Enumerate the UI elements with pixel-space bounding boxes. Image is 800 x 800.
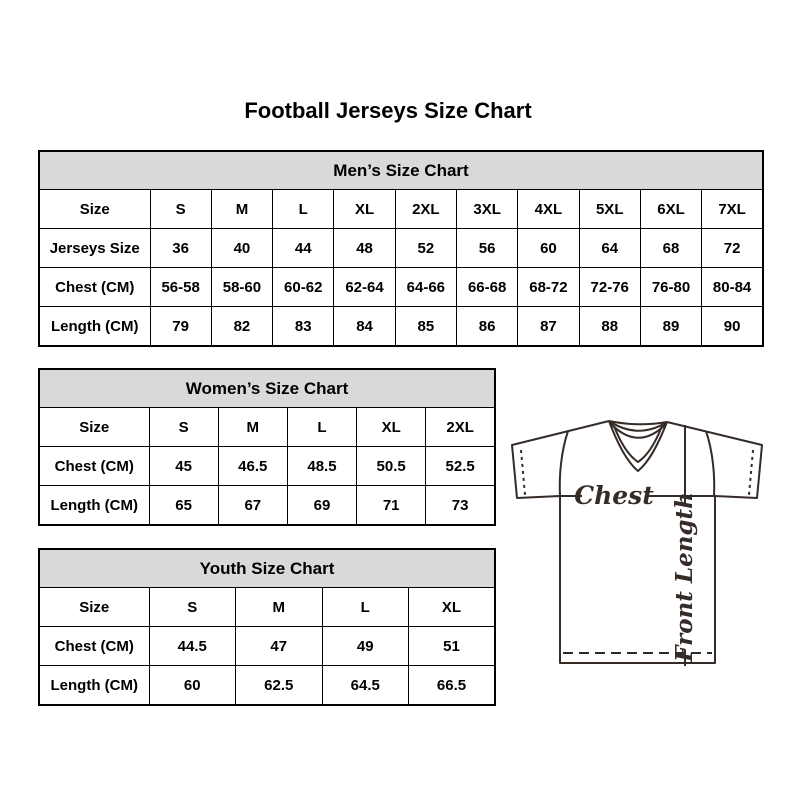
table-row	[39, 408, 495, 447]
table-row	[39, 268, 763, 307]
table-header-row	[39, 369, 495, 408]
value-cell: 84	[334, 307, 395, 347]
page-title: Football Jerseys Size Chart	[244, 98, 532, 123]
left-cuff-dashed-line	[521, 450, 525, 495]
value-cell: 48.5	[287, 447, 356, 486]
table-row	[39, 666, 495, 706]
value-cell: M	[218, 408, 287, 447]
value-cell: 85	[395, 307, 456, 347]
row-label-cell: Length (CM)	[39, 486, 149, 526]
row-label-cell: Size	[39, 588, 149, 627]
value-cell: 64	[579, 229, 640, 268]
value-cell: 71	[357, 486, 426, 526]
table-title: Men’s Size Chart	[39, 151, 763, 190]
value-cell: 73	[426, 486, 495, 526]
value-cell: 72	[702, 229, 763, 268]
table-title: Women’s Size Chart	[39, 369, 495, 408]
table-row	[39, 229, 763, 268]
value-cell: 52.5	[426, 447, 495, 486]
row-label-cell: Chest (CM)	[39, 447, 149, 486]
value-cell: 56-58	[150, 268, 211, 307]
table-row	[39, 190, 763, 229]
value-cell: 56	[456, 229, 517, 268]
value-cell: 44.5	[149, 627, 236, 666]
value-cell: S	[149, 588, 236, 627]
value-cell: 67	[218, 486, 287, 526]
value-cell: 51	[409, 627, 496, 666]
value-cell: 68-72	[518, 268, 579, 307]
row-label-cell: Length (CM)	[39, 307, 150, 347]
table-row	[39, 588, 495, 627]
right-cuff-dashed-line	[749, 450, 753, 495]
value-cell: L	[273, 190, 334, 229]
value-cell: 50.5	[357, 447, 426, 486]
value-cell: S	[150, 190, 211, 229]
value-cell: XL	[334, 190, 395, 229]
chest-label: Chest	[574, 481, 654, 510]
value-cell: 86	[456, 307, 517, 347]
jersey-outline	[512, 421, 762, 663]
value-cell: 80-84	[702, 268, 763, 307]
row-label-cell: Jerseys Size	[39, 229, 150, 268]
womens-size-chart-table	[38, 368, 496, 526]
value-cell: L	[287, 408, 356, 447]
row-label-cell: Size	[39, 408, 149, 447]
value-cell: 82	[211, 307, 272, 347]
table-header-row	[39, 151, 763, 190]
value-cell: 87	[518, 307, 579, 347]
value-cell: 2XL	[395, 190, 456, 229]
front-length-label: Front Length	[671, 492, 698, 662]
value-cell: M	[236, 588, 323, 627]
value-cell: 60-62	[273, 268, 334, 307]
value-cell: M	[211, 190, 272, 229]
table-row	[39, 486, 495, 526]
row-label-cell: Chest (CM)	[39, 627, 149, 666]
value-cell: 64.5	[322, 666, 409, 706]
value-cell: 45	[149, 447, 218, 486]
value-cell: 3XL	[456, 190, 517, 229]
row-label-cell: Chest (CM)	[39, 268, 150, 307]
collar-outer-v	[609, 421, 667, 471]
value-cell: 62.5	[236, 666, 323, 706]
collar-top-edge	[609, 421, 667, 424]
right-sleeve-seam	[706, 431, 714, 496]
value-cell: 46.5	[218, 447, 287, 486]
value-cell: 79	[150, 307, 211, 347]
value-cell: 65	[149, 486, 218, 526]
value-cell: 7XL	[702, 190, 763, 229]
value-cell: 68	[640, 229, 701, 268]
table-header-row	[39, 549, 495, 588]
table-row	[39, 447, 495, 486]
value-cell: 49	[322, 627, 409, 666]
value-cell: 66-68	[456, 268, 517, 307]
value-cell: 66.5	[409, 666, 496, 706]
jersey-measurement-diagram	[500, 400, 790, 680]
value-cell: 6XL	[640, 190, 701, 229]
value-cell: 60	[518, 229, 579, 268]
row-label-cell: Length (CM)	[39, 666, 149, 706]
value-cell: 83	[273, 307, 334, 347]
left-sleeve-seam	[560, 431, 568, 496]
value-cell: 90	[702, 307, 763, 347]
value-cell: XL	[357, 408, 426, 447]
value-cell: 5XL	[579, 190, 640, 229]
youth-size-chart-table	[38, 548, 496, 706]
table-row	[39, 307, 763, 347]
value-cell: 76-80	[640, 268, 701, 307]
value-cell: 44	[273, 229, 334, 268]
value-cell: 58-60	[211, 268, 272, 307]
mens-size-chart-table	[38, 150, 764, 347]
value-cell: 48	[334, 229, 395, 268]
value-cell: 40	[211, 229, 272, 268]
value-cell: 88	[579, 307, 640, 347]
value-cell: 62-64	[334, 268, 395, 307]
row-label-cell: Size	[39, 190, 150, 229]
table-title: Youth Size Chart	[39, 549, 495, 588]
value-cell: 4XL	[518, 190, 579, 229]
value-cell: 52	[395, 229, 456, 268]
value-cell: 72-76	[579, 268, 640, 307]
value-cell: 36	[150, 229, 211, 268]
value-cell: 47	[236, 627, 323, 666]
value-cell: 89	[640, 307, 701, 347]
table-row	[39, 627, 495, 666]
value-cell: S	[149, 408, 218, 447]
value-cell: 69	[287, 486, 356, 526]
value-cell: L	[322, 588, 409, 627]
value-cell: XL	[409, 588, 496, 627]
value-cell: 2XL	[426, 408, 495, 447]
value-cell: 60	[149, 666, 236, 706]
value-cell: 64-66	[395, 268, 456, 307]
